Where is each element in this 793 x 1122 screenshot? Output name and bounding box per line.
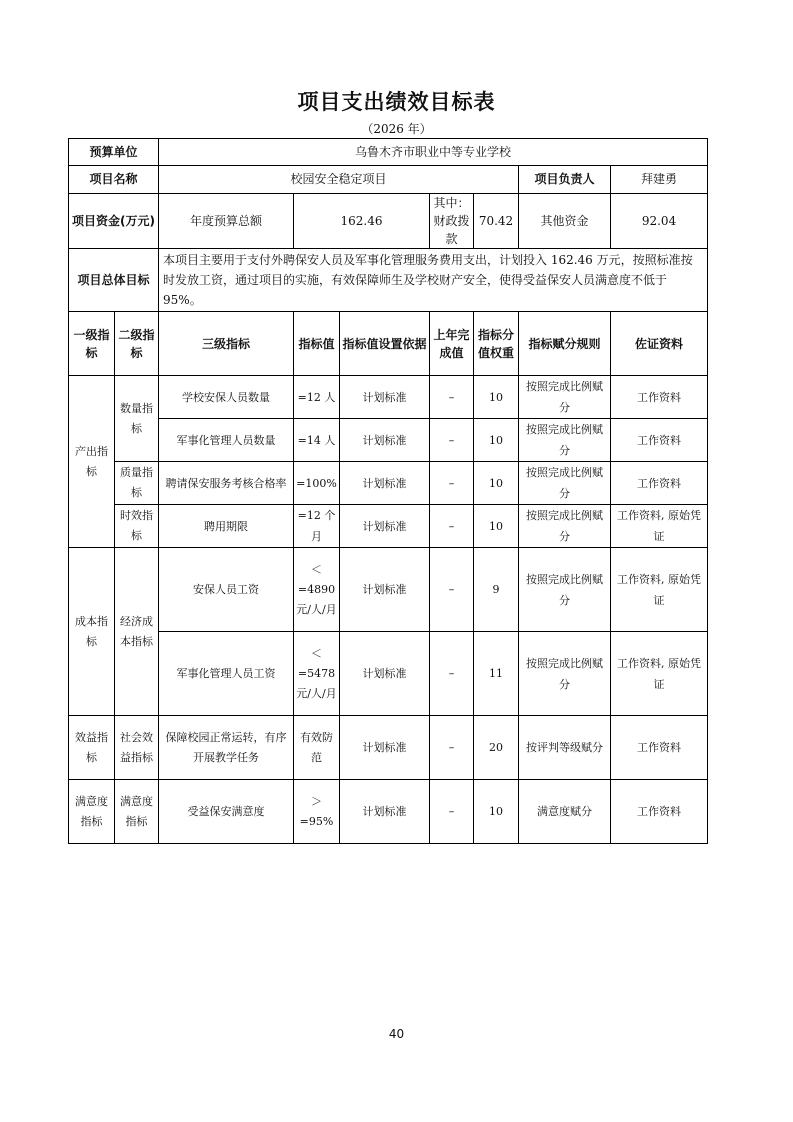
indicator-basis: 计划标准 <box>340 505 430 548</box>
project-funds-label: 项目资金(万元) <box>69 194 159 249</box>
indicator-name: 学校安保人员数量 <box>159 376 294 419</box>
group-cost: 成本指标 <box>69 548 115 716</box>
year-label: （2026 年） <box>361 122 432 136</box>
indicator-rule: 按评判等级赋分 <box>519 716 611 780</box>
header-basis: 指标值设置依据 <box>340 312 430 376</box>
performance-target-table <box>68 138 708 844</box>
indicator-evidence: 工作资料 <box>611 462 708 505</box>
indicator-value: =14 人 <box>294 419 340 462</box>
indicator-weight: 10 <box>474 505 519 548</box>
overall-goal-row <box>69 249 708 312</box>
group-economic-cost: 经济成本指标 <box>115 548 159 716</box>
group-quantity: 数量指标 <box>115 376 159 462</box>
indicator-value: =12 人 <box>294 376 340 419</box>
indicator-rule: 按照完成比例赋分 <box>519 632 611 716</box>
indicator-basis: 计划标准 <box>340 632 430 716</box>
indicator-last-year: – <box>430 780 474 844</box>
indicator-basis: 计划标准 <box>340 376 430 419</box>
header-level1: 一级指标 <box>69 312 115 376</box>
project-leader-value: 拜建勇 <box>611 166 708 194</box>
overall-goal-text: 本项目主要用于支付外聘保安人员及军事化管理服务费用支出，计划投入 162.46 万元，按照标准按时发放工资，通过项目的实施，有效保障师生及学校财产安全，使得受益保安人员满意度不低于 95%。 <box>159 249 708 312</box>
header-value: 指标值 <box>294 312 340 376</box>
indicator-weight: 11 <box>474 632 519 716</box>
indicator-name: 聘请保安服务考核合格率 <box>159 462 294 505</box>
group-satisfaction-level1: 满意度指标 <box>69 780 115 844</box>
other-funds-value: 92.04 <box>611 194 708 249</box>
indicator-weight: 10 <box>474 780 519 844</box>
indicator-last-year: – <box>430 632 474 716</box>
indicator-last-year: – <box>430 716 474 780</box>
page-title: 项目支出绩效目标表 <box>297 90 496 114</box>
indicator-rule: 按照完成比例赋分 <box>519 548 611 632</box>
table-row <box>69 780 708 844</box>
indicator-rule: 满意度赋分 <box>519 780 611 844</box>
other-funds-label: 其他资金 <box>519 194 611 249</box>
indicator-evidence: 工作资料, 原始凭证 <box>611 548 708 632</box>
table-row <box>69 462 708 505</box>
indicator-name: 军事化管理人员数量 <box>159 419 294 462</box>
indicator-header-row <box>69 312 708 376</box>
table-row <box>69 419 708 462</box>
indicator-value: ＞=95% <box>294 780 340 844</box>
table-row <box>69 716 708 780</box>
fiscal-allocation-value: 70.42 <box>474 194 519 249</box>
indicator-evidence: 工作资料, 原始凭证 <box>611 632 708 716</box>
fiscal-allocation-label: 其中：财政拨款 <box>430 194 474 249</box>
group-social-benefit: 社会效益指标 <box>115 716 159 780</box>
indicator-last-year: – <box>430 462 474 505</box>
group-satisfaction-level2: 满意度指标 <box>115 780 159 844</box>
project-name-label: 项目名称 <box>69 166 159 194</box>
indicator-value: 有效防范 <box>294 716 340 780</box>
budget-unit-row <box>69 139 708 166</box>
annual-budget-label: 年度预算总额 <box>159 194 294 249</box>
indicator-last-year: – <box>430 548 474 632</box>
indicator-name: 安保人员工资 <box>159 548 294 632</box>
project-name-row <box>69 166 708 194</box>
header-rule: 指标赋分规则 <box>519 312 611 376</box>
overall-goal-label: 项目总体目标 <box>69 249 159 312</box>
indicator-last-year: – <box>430 419 474 462</box>
indicator-basis: 计划标准 <box>340 716 430 780</box>
indicator-weight: 10 <box>474 376 519 419</box>
indicator-value: ＜=4890 元/人/月 <box>294 548 340 632</box>
table-row <box>69 505 708 548</box>
indicator-last-year: – <box>430 376 474 419</box>
annual-budget-value: 162.46 <box>294 194 430 249</box>
group-benefit: 效益指标 <box>69 716 115 780</box>
indicator-name: 聘用期限 <box>159 505 294 548</box>
indicator-rule: 按照完成比例赋分 <box>519 505 611 548</box>
indicator-basis: 计划标准 <box>340 419 430 462</box>
header-evidence: 佐证资料 <box>611 312 708 376</box>
table-row <box>69 376 708 419</box>
page-number: 40 <box>388 1027 405 1041</box>
indicator-name: 受益保安满意度 <box>159 780 294 844</box>
group-timeliness: 时效指标 <box>115 505 159 548</box>
indicator-value: =12 个月 <box>294 505 340 548</box>
indicator-evidence: 工作资料, 原始凭证 <box>611 505 708 548</box>
indicator-weight: 20 <box>474 716 519 780</box>
budget-unit-value: 乌鲁木齐市职业中等专业学校 <box>159 139 708 166</box>
indicator-weight: 9 <box>474 548 519 632</box>
group-quality: 质量指标 <box>115 462 159 505</box>
header-level2: 二级指标 <box>115 312 159 376</box>
header-last-year: 上年完成值 <box>430 312 474 376</box>
project-funds-row <box>69 194 708 249</box>
group-output: 产出指标 <box>69 376 115 548</box>
indicator-evidence: 工作资料 <box>611 780 708 844</box>
indicator-rule: 按照完成比例赋分 <box>519 462 611 505</box>
indicator-value: =100% <box>294 462 340 505</box>
indicator-name: 军事化管理人员工资 <box>159 632 294 716</box>
budget-unit-label: 预算单位 <box>69 139 159 166</box>
indicator-rule: 按照完成比例赋分 <box>519 419 611 462</box>
indicator-evidence: 工作资料 <box>611 376 708 419</box>
indicator-weight: 10 <box>474 419 519 462</box>
table-row <box>69 632 708 716</box>
indicator-weight: 10 <box>474 462 519 505</box>
indicator-basis: 计划标准 <box>340 780 430 844</box>
header-weight: 指标分值权重 <box>474 312 519 376</box>
table-row <box>69 548 708 632</box>
indicator-value: ＜=5478 元/人/月 <box>294 632 340 716</box>
indicator-evidence: 工作资料 <box>611 716 708 780</box>
header-level3: 三级指标 <box>159 312 294 376</box>
project-name-value: 校园安全稳定项目 <box>159 166 519 194</box>
indicator-evidence: 工作资料 <box>611 419 708 462</box>
indicator-last-year: – <box>430 505 474 548</box>
indicator-name: 保障校园正常运转，有序开展教学任务 <box>159 716 294 780</box>
indicator-basis: 计划标准 <box>340 462 430 505</box>
project-leader-label: 项目负责人 <box>519 166 611 194</box>
indicator-basis: 计划标准 <box>340 548 430 632</box>
indicator-rule: 按照完成比例赋分 <box>519 376 611 419</box>
